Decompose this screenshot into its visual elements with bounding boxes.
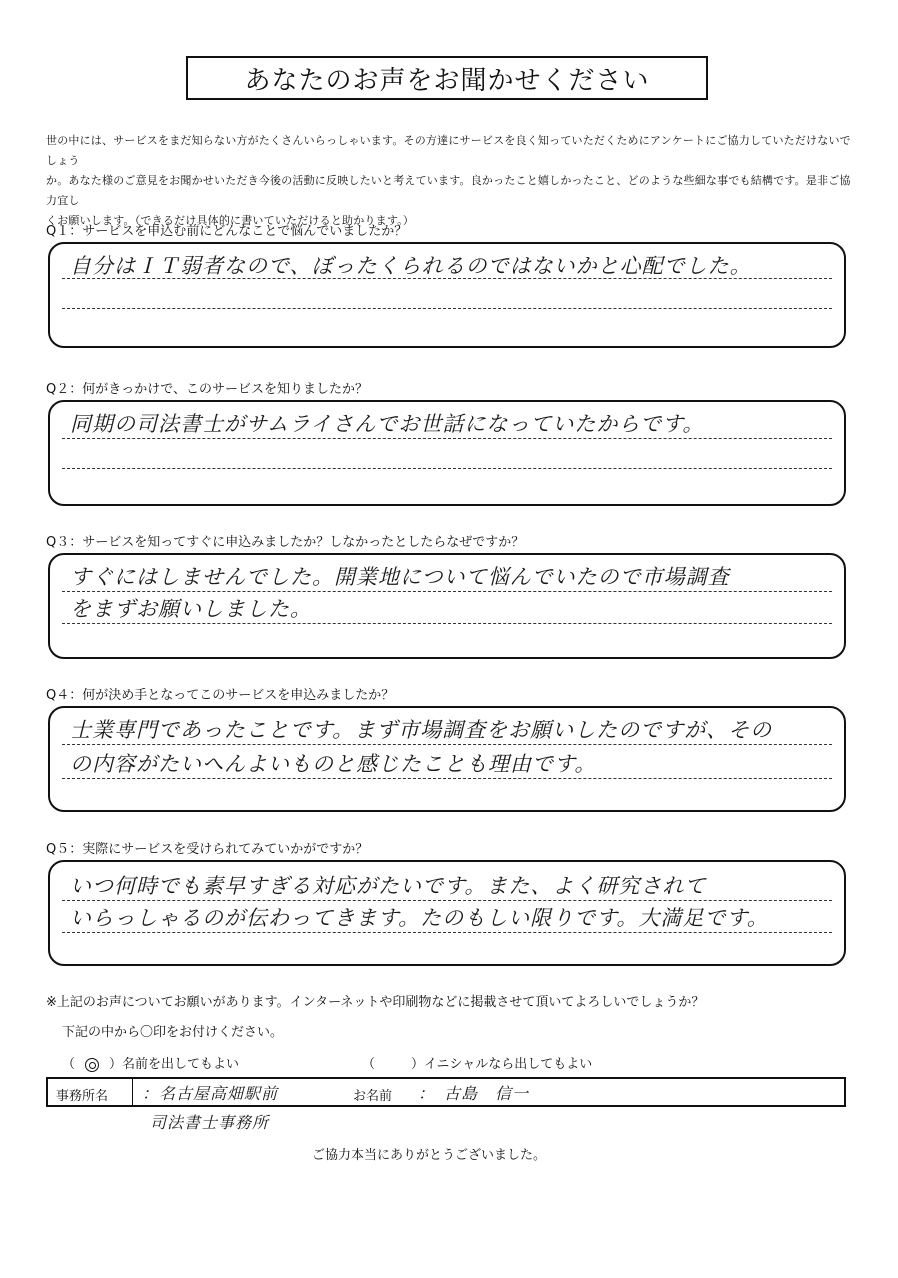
dashed-rule [62, 900, 832, 901]
option-initial-ok[interactable] [362, 1053, 592, 1072]
office-label: 事務所名 [56, 1089, 109, 1104]
answer-1-line-1: 自分はＩＴ弱者なので、ぼったくられるのではないかと心配でした。 [70, 254, 752, 278]
option-name-ok[interactable] [62, 1053, 239, 1072]
option-initial-ok-label: イニシャルなら出してもよい [424, 1057, 593, 1072]
answer-3-line-2: をまずお願いしました。 [70, 597, 312, 621]
question-4-label: Q４：何が決め手となってこのサービスを申込みましたか？ [46, 688, 395, 703]
dashed-rule [62, 778, 832, 779]
answer-5-line-1: いつ何時でも素早すぎる対応がたいです。また、よく研究されて [70, 874, 707, 898]
close-paren: ） [109, 1057, 123, 1072]
answer-box-1[interactable] [48, 242, 846, 348]
respondent-info-box [46, 1077, 846, 1107]
answer-box-2[interactable] [48, 400, 846, 506]
question-1-label: Q１：サービスを申込む前にどんなことで悩んでいましたか？ [46, 224, 408, 239]
close-paren: ） [411, 1057, 425, 1072]
dashed-rule [62, 623, 832, 624]
answer-5-line-2: いらっしゃるのが伝わってきます。たのもしい限りです。大満足です。 [70, 906, 769, 930]
answer-4-line-2: の内容がたいへんよいものと感じたことも理由です。 [70, 752, 597, 776]
office-name-value-line-2: 司法書士事務所 [150, 1113, 270, 1132]
answer-box-3[interactable] [48, 553, 846, 659]
answer-box-5[interactable] [48, 860, 846, 966]
intro-text [46, 131, 858, 231]
intro-line: 世の中には、サービスをまだ知らない方がたくさんいらっしゃいます。その方達にサービスを良く知っていただくためにアンケートにご協力していただけないでしょう [46, 134, 851, 167]
answer-4-line-1: 士業専門であったことです。まず市場調査をお願いしたのですが、その [70, 718, 773, 742]
dashed-rule [62, 744, 832, 745]
respondent-name-value[interactable]: ： 古島 信一 [418, 1084, 530, 1103]
form-title: あなたのお声をお聞かせください [186, 56, 708, 100]
option-name-ok-label: 名前を出してもよい [122, 1057, 240, 1072]
question-5-label: Q５：実際にサービスを受けられてみていかがですか？ [46, 842, 369, 857]
answer-3-line-1: すぐにはしませんでした。開業地について悩んでいたので市場調査 [70, 565, 730, 589]
publication-notice: ※上記のお声についてお願いがあります。インターネットや印刷物などに掲載させて頂いてよろしいでしょうか？ [46, 995, 705, 1010]
question-2-label: Q２：何がきっかけで、このサービスを知りましたか？ [46, 382, 368, 397]
thank-you-message: ご協力本当にありがとうございました。 [312, 1148, 547, 1163]
intro-line: か。あなた様のご意見をお聞かせいただき今後の活動に反映したいと考えています。良かったこと嬉しかったこと、どのような些細な事でも結構です。是非ご協力宜し [46, 174, 851, 207]
divider [132, 1079, 133, 1105]
dashed-rule [62, 308, 832, 309]
question-3-label: Q３：サービスを知ってすぐに申込みましたか？しなかったとしたらなぜですか？ [46, 535, 525, 550]
intro-line: くお願いします。（できるだけ具体的に書いていただけると助かります。） [46, 214, 415, 227]
name-label: お名前 [353, 1089, 393, 1104]
office-name-value[interactable]: ：名古屋高畑駅前 [142, 1084, 279, 1103]
open-paren: （ [62, 1057, 76, 1072]
answer-box-4[interactable] [48, 706, 846, 812]
dashed-rule [62, 438, 832, 439]
open-paren: （ [362, 1057, 376, 1072]
answer-2-line-1: 同期の司法書士がサムライさんでお世話になっていたからです。 [70, 412, 705, 436]
publication-instruction: 下記の中から〇印をお付けください。 [62, 1025, 284, 1040]
circle-mark-icon [85, 1058, 99, 1072]
dashed-rule [62, 932, 832, 933]
dashed-rule [62, 468, 832, 469]
dashed-rule [62, 278, 832, 279]
dashed-rule [62, 591, 832, 592]
